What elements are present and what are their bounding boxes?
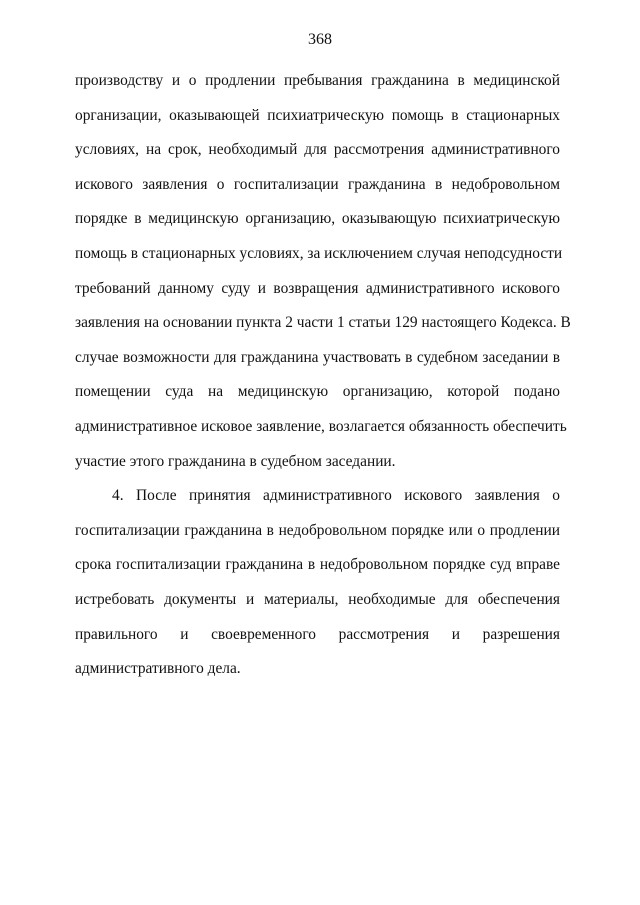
text-line: срока госпитализации гражданина в недобровольном порядке суд вправе [75, 556, 560, 574]
text-line: госпитализации гражданина в недобровольном порядке или о продлении [75, 521, 560, 539]
text-line: помощь в стационарных условиях, за исключением случая неподсудности [75, 244, 563, 262]
text-line: производству и о продлении пребывания гражданина в медицинской [75, 72, 560, 89]
paragraph-item-4 [75, 481, 560, 689]
text-line: истребовать документы и материалы, необходимые для обеспечения [75, 590, 560, 608]
text-line: требований данному суду и возвращения административного искового [75, 279, 560, 297]
text-line: организации, оказывающей психиатрическую помощь в стационарных [75, 106, 560, 124]
text-line: заявления на основании пункта 2 части 1 статьи 129 настоящего Кодекса. В [75, 314, 571, 332]
text-line: случае возможности для гражданина участвовать в судебном заседании в [75, 348, 560, 366]
text-line: порядке в медицинскую организацию, оказывающую психиатрическую [75, 210, 560, 228]
text-line: административное исковое заявление, возлагается обязанность обеспечить [75, 417, 567, 435]
text-line: правильного и своевременного рассмотрения и разрешения [75, 625, 560, 643]
text-line: помещении суда на медицинскую организацию, которой подано [75, 383, 560, 401]
text-line: 4. После принятия административного искового заявления о [112, 487, 560, 505]
text-line: административного дела. [75, 660, 241, 678]
text-line: искового заявления о госпитализации гражданина в недобровольном [75, 175, 560, 193]
text-line: условиях, на срок, необходимый для рассмотрения административного [75, 141, 560, 159]
paragraph-continuation [75, 66, 571, 481]
document-body [75, 66, 571, 689]
page-number: 368 [308, 31, 332, 48]
text-line: участие этого гражданина в судебном заседании. [75, 452, 396, 470]
